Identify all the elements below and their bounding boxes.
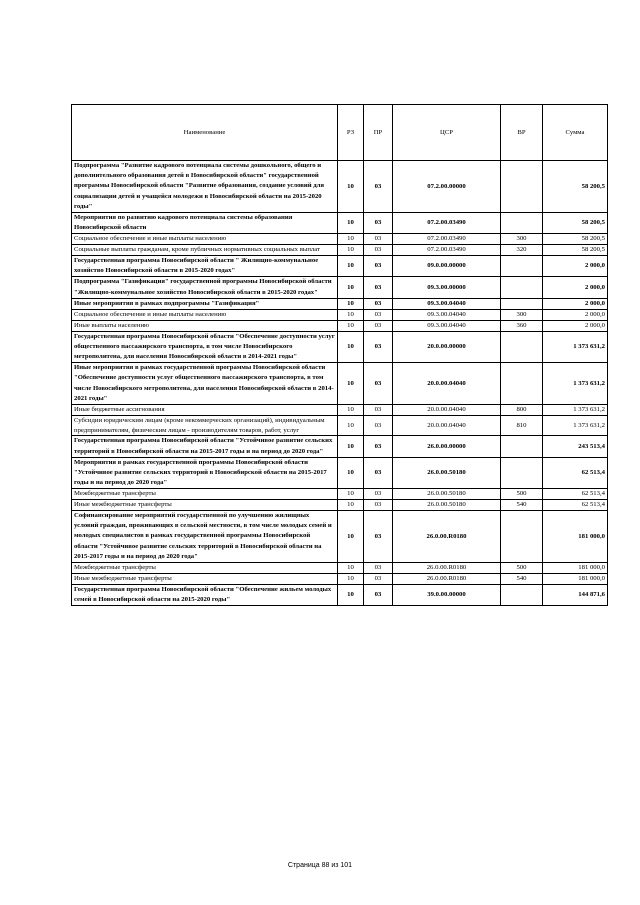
header-csr: ЦСР <box>393 105 501 161</box>
cell-sum: 58 200,5 <box>543 234 608 245</box>
cell-csr: 09.0.00.00000 <box>393 256 501 277</box>
table-row <box>72 573 608 584</box>
cell-vr: 540 <box>501 573 543 584</box>
cell-pr: 03 <box>364 234 393 245</box>
cell-vr <box>501 436 543 457</box>
cell-name: Социальное обеспечение и иные выплаты населению <box>72 234 338 245</box>
cell-sum: 58 200,5 <box>543 245 608 256</box>
cell-name: Социальное обеспечение и иные выплаты населению <box>72 310 338 321</box>
cell-pr: 03 <box>364 573 393 584</box>
cell-rz: 10 <box>338 500 364 511</box>
cell-vr: 540 <box>501 500 543 511</box>
table-row <box>72 161 608 213</box>
table-row <box>72 256 608 277</box>
cell-pr: 03 <box>364 310 393 321</box>
cell-rz: 10 <box>338 363 364 405</box>
cell-vr <box>501 213 543 234</box>
cell-vr: 360 <box>501 320 543 331</box>
cell-sum: 1 373 631,2 <box>543 405 608 416</box>
table-row <box>72 245 608 256</box>
cell-vr: 300 <box>501 234 543 245</box>
cell-rz: 10 <box>338 320 364 331</box>
cell-vr <box>501 584 543 605</box>
cell-vr <box>501 256 543 277</box>
cell-csr: 26.0.00.R0180 <box>393 573 501 584</box>
cell-vr: 300 <box>501 310 543 321</box>
cell-pr: 03 <box>364 256 393 277</box>
cell-csr: 20.0.00.04040 <box>393 405 501 416</box>
cell-pr: 03 <box>364 277 393 298</box>
cell-csr: 20.0.00.04040 <box>393 415 501 436</box>
cell-rz: 10 <box>338 277 364 298</box>
cell-pr: 03 <box>364 298 393 309</box>
cell-csr: 07.2.00.00000 <box>393 161 501 213</box>
header-name: Наименование <box>72 105 338 161</box>
cell-sum: 1 373 631,2 <box>543 415 608 436</box>
header-vr: ВР <box>501 105 543 161</box>
cell-sum: 1 373 631,2 <box>543 331 608 363</box>
header-rz: РЗ <box>338 105 364 161</box>
cell-sum: 2 000,0 <box>543 310 608 321</box>
table-row <box>72 489 608 500</box>
cell-csr: 26.0.00.50180 <box>393 457 501 489</box>
header-row <box>72 105 608 161</box>
cell-name: Мероприятия в рамках государственной программы Новосибирской области "Устойчивое развитие сельских территорий в Новосибирской области на 2015-2017 годы и на период до 2020 года" <box>72 457 338 489</box>
cell-sum: 181 000,0 <box>543 573 608 584</box>
cell-csr: 07.2.00.03490 <box>393 213 501 234</box>
cell-name: Мероприятия по развитию кадрового потенциала системы образования Новосибирской области <box>72 213 338 234</box>
cell-pr: 03 <box>364 489 393 500</box>
cell-csr: 07.2.00.03490 <box>393 245 501 256</box>
cell-sum: 62 513,4 <box>543 500 608 511</box>
cell-name: Межбюджетные трансферты <box>72 563 338 574</box>
cell-name: Иные бюджетные ассигнования <box>72 405 338 416</box>
cell-rz: 10 <box>338 256 364 277</box>
cell-pr: 03 <box>364 161 393 213</box>
cell-sum: 2 000,0 <box>543 298 608 309</box>
cell-pr: 03 <box>364 320 393 331</box>
cell-csr: 26.0.00.R0180 <box>393 563 501 574</box>
cell-csr: 20.0.00.00000 <box>393 331 501 363</box>
cell-rz: 10 <box>338 213 364 234</box>
table-row <box>72 213 608 234</box>
cell-vr <box>501 331 543 363</box>
cell-vr <box>501 457 543 489</box>
cell-sum: 58 200,5 <box>543 213 608 234</box>
table-row <box>72 234 608 245</box>
cell-rz: 10 <box>338 563 364 574</box>
table-row <box>72 511 608 563</box>
cell-rz: 10 <box>338 298 364 309</box>
cell-sum: 62 513,4 <box>543 489 608 500</box>
cell-pr: 03 <box>364 511 393 563</box>
cell-name: Государственная программа Новосибирской области "Обеспечение жильем молодых семей в Новосибирской области на 2015-2020 годы" <box>72 584 338 605</box>
cell-sum: 2 000,0 <box>543 320 608 331</box>
cell-vr: 800 <box>501 405 543 416</box>
header-sum: Сумма <box>543 105 608 161</box>
cell-pr: 03 <box>364 405 393 416</box>
cell-csr: 09.3.00.04040 <box>393 298 501 309</box>
table-row <box>72 436 608 457</box>
table-row <box>72 310 608 321</box>
cell-vr <box>501 298 543 309</box>
cell-pr: 03 <box>364 563 393 574</box>
cell-sum: 2 000,0 <box>543 277 608 298</box>
cell-sum: 181 000,0 <box>543 511 608 563</box>
cell-name: Иные межбюджетные трансферты <box>72 573 338 584</box>
cell-rz: 10 <box>338 573 364 584</box>
cell-csr: 09.3.00.00000 <box>393 277 501 298</box>
cell-name: Иные выплаты населению <box>72 320 338 331</box>
cell-csr: 20.0.00.04040 <box>393 363 501 405</box>
cell-sum: 58 200,5 <box>543 161 608 213</box>
cell-csr: 39.0.00.00000 <box>393 584 501 605</box>
cell-name: Софинансирование мероприятий государственной по улучшению жилищных условий граждан, проживающих в сельской местности, в том числе молодых семей и молодых специалистов в рамках государственной программы Новосибирской области "Устойчивое развитие сельских территорий в Новосибирской области на 2015-2017 годы и на период до 2020 года" <box>72 511 338 563</box>
cell-pr: 03 <box>364 436 393 457</box>
cell-rz: 10 <box>338 234 364 245</box>
table-row <box>72 298 608 309</box>
cell-vr <box>501 511 543 563</box>
cell-csr: 09.3.00.04040 <box>393 320 501 331</box>
cell-csr: 26.0.00.R0180 <box>393 511 501 563</box>
cell-csr: 07.2.00.03490 <box>393 234 501 245</box>
cell-name: Субсидии юридическим лицам (кроме некоммерческих организаций), индивидуальным предпринимателям, физическим лицам - производителям товаров, работ, услуг <box>72 415 338 436</box>
table-row <box>72 320 608 331</box>
cell-rz: 10 <box>338 489 364 500</box>
cell-rz: 10 <box>338 161 364 213</box>
cell-name: Социальные выплаты гражданам, кроме публичных нормативных социальных выплат <box>72 245 338 256</box>
table-header <box>72 105 608 161</box>
cell-name: Государственная программа Новосибирской области " Жилищно-коммунальное хозяйство Новосибирской области в 2015-2020 годах" <box>72 256 338 277</box>
cell-name: Государственная программа Новосибирской области "Устойчивое развитие сельских территорий в Новосибирской области на 2015-2017 годы и на период до 2020 года" <box>72 436 338 457</box>
cell-vr: 500 <box>501 489 543 500</box>
cell-vr: 500 <box>501 563 543 574</box>
cell-vr <box>501 161 543 213</box>
cell-sum: 243 513,4 <box>543 436 608 457</box>
table-row <box>72 415 608 436</box>
cell-name: Иные мероприятия в рамках государственной программы Новосибирской области "Обеспечение доступности услуг общественного пассажирского транспорта, в том числе Новосибирского метрополитена, для населения Новосибирской области в 2014-2021 годы" <box>72 363 338 405</box>
cell-name: Подпрограмма "Газификация" государственной программы Новосибирской области "Жилищно-коммунальное хозяйство Новосибирской области в 2015-2020 годах" <box>72 277 338 298</box>
cell-rz: 10 <box>338 436 364 457</box>
cell-pr: 03 <box>364 415 393 436</box>
table-row <box>72 277 608 298</box>
cell-pr: 03 <box>364 331 393 363</box>
cell-rz: 10 <box>338 310 364 321</box>
cell-sum: 181 000,0 <box>543 563 608 574</box>
table-row <box>72 363 608 405</box>
cell-rz: 10 <box>338 415 364 436</box>
cell-name: Межбюджетные трансферты <box>72 489 338 500</box>
cell-pr: 03 <box>364 363 393 405</box>
table-row <box>72 584 608 605</box>
cell-sum: 2 000,0 <box>543 256 608 277</box>
table-row <box>72 405 608 416</box>
cell-rz: 10 <box>338 584 364 605</box>
table-row <box>72 457 608 489</box>
table-row <box>72 331 608 363</box>
table-body <box>72 161 608 606</box>
cell-vr: 320 <box>501 245 543 256</box>
table-row <box>72 500 608 511</box>
cell-pr: 03 <box>364 457 393 489</box>
cell-csr: 26.0.00.00000 <box>393 436 501 457</box>
cell-name: Иные межбюджетные трансферты <box>72 500 338 511</box>
cell-rz: 10 <box>338 245 364 256</box>
budget-table <box>71 104 608 606</box>
cell-sum: 1 373 631,2 <box>543 363 608 405</box>
cell-vr: 810 <box>501 415 543 436</box>
cell-name: Государственная программа Новосибирской области "Обеспечение доступности услуг общественного пассажирского транспорта, в том числе Новосибирского метрополитена, для населения Новосибирской области в 2014-2021 годы" <box>72 331 338 363</box>
table-row <box>72 563 608 574</box>
cell-pr: 03 <box>364 500 393 511</box>
cell-csr: 26.0.00.50180 <box>393 500 501 511</box>
cell-name: Иные мероприятия в рамках подпрограммы "Газификация" <box>72 298 338 309</box>
cell-pr: 03 <box>364 584 393 605</box>
cell-vr <box>501 363 543 405</box>
cell-sum: 62 513,4 <box>543 457 608 489</box>
cell-name: Подпрограмма "Развитие кадрового потенциала системы дошкольного, общего и дополнительного образования детей в Новосибирской области" государственной программы Новосибирской области "Развитие образования, создание условий для социализации детей и учащейся молодежи в Новосибирской области на 2015-2020 годы" <box>72 161 338 213</box>
cell-pr: 03 <box>364 213 393 234</box>
cell-csr: 26.0.00.50180 <box>393 489 501 500</box>
header-pr: ПР <box>364 105 393 161</box>
page-number: Страница 88 из 101 <box>287 862 353 869</box>
cell-vr <box>501 277 543 298</box>
cell-csr: 09.3.00.04040 <box>393 310 501 321</box>
cell-rz: 10 <box>338 405 364 416</box>
cell-pr: 03 <box>364 245 393 256</box>
cell-rz: 10 <box>338 331 364 363</box>
cell-rz: 10 <box>338 457 364 489</box>
cell-sum: 144 871,6 <box>543 584 608 605</box>
cell-rz: 10 <box>338 511 364 563</box>
